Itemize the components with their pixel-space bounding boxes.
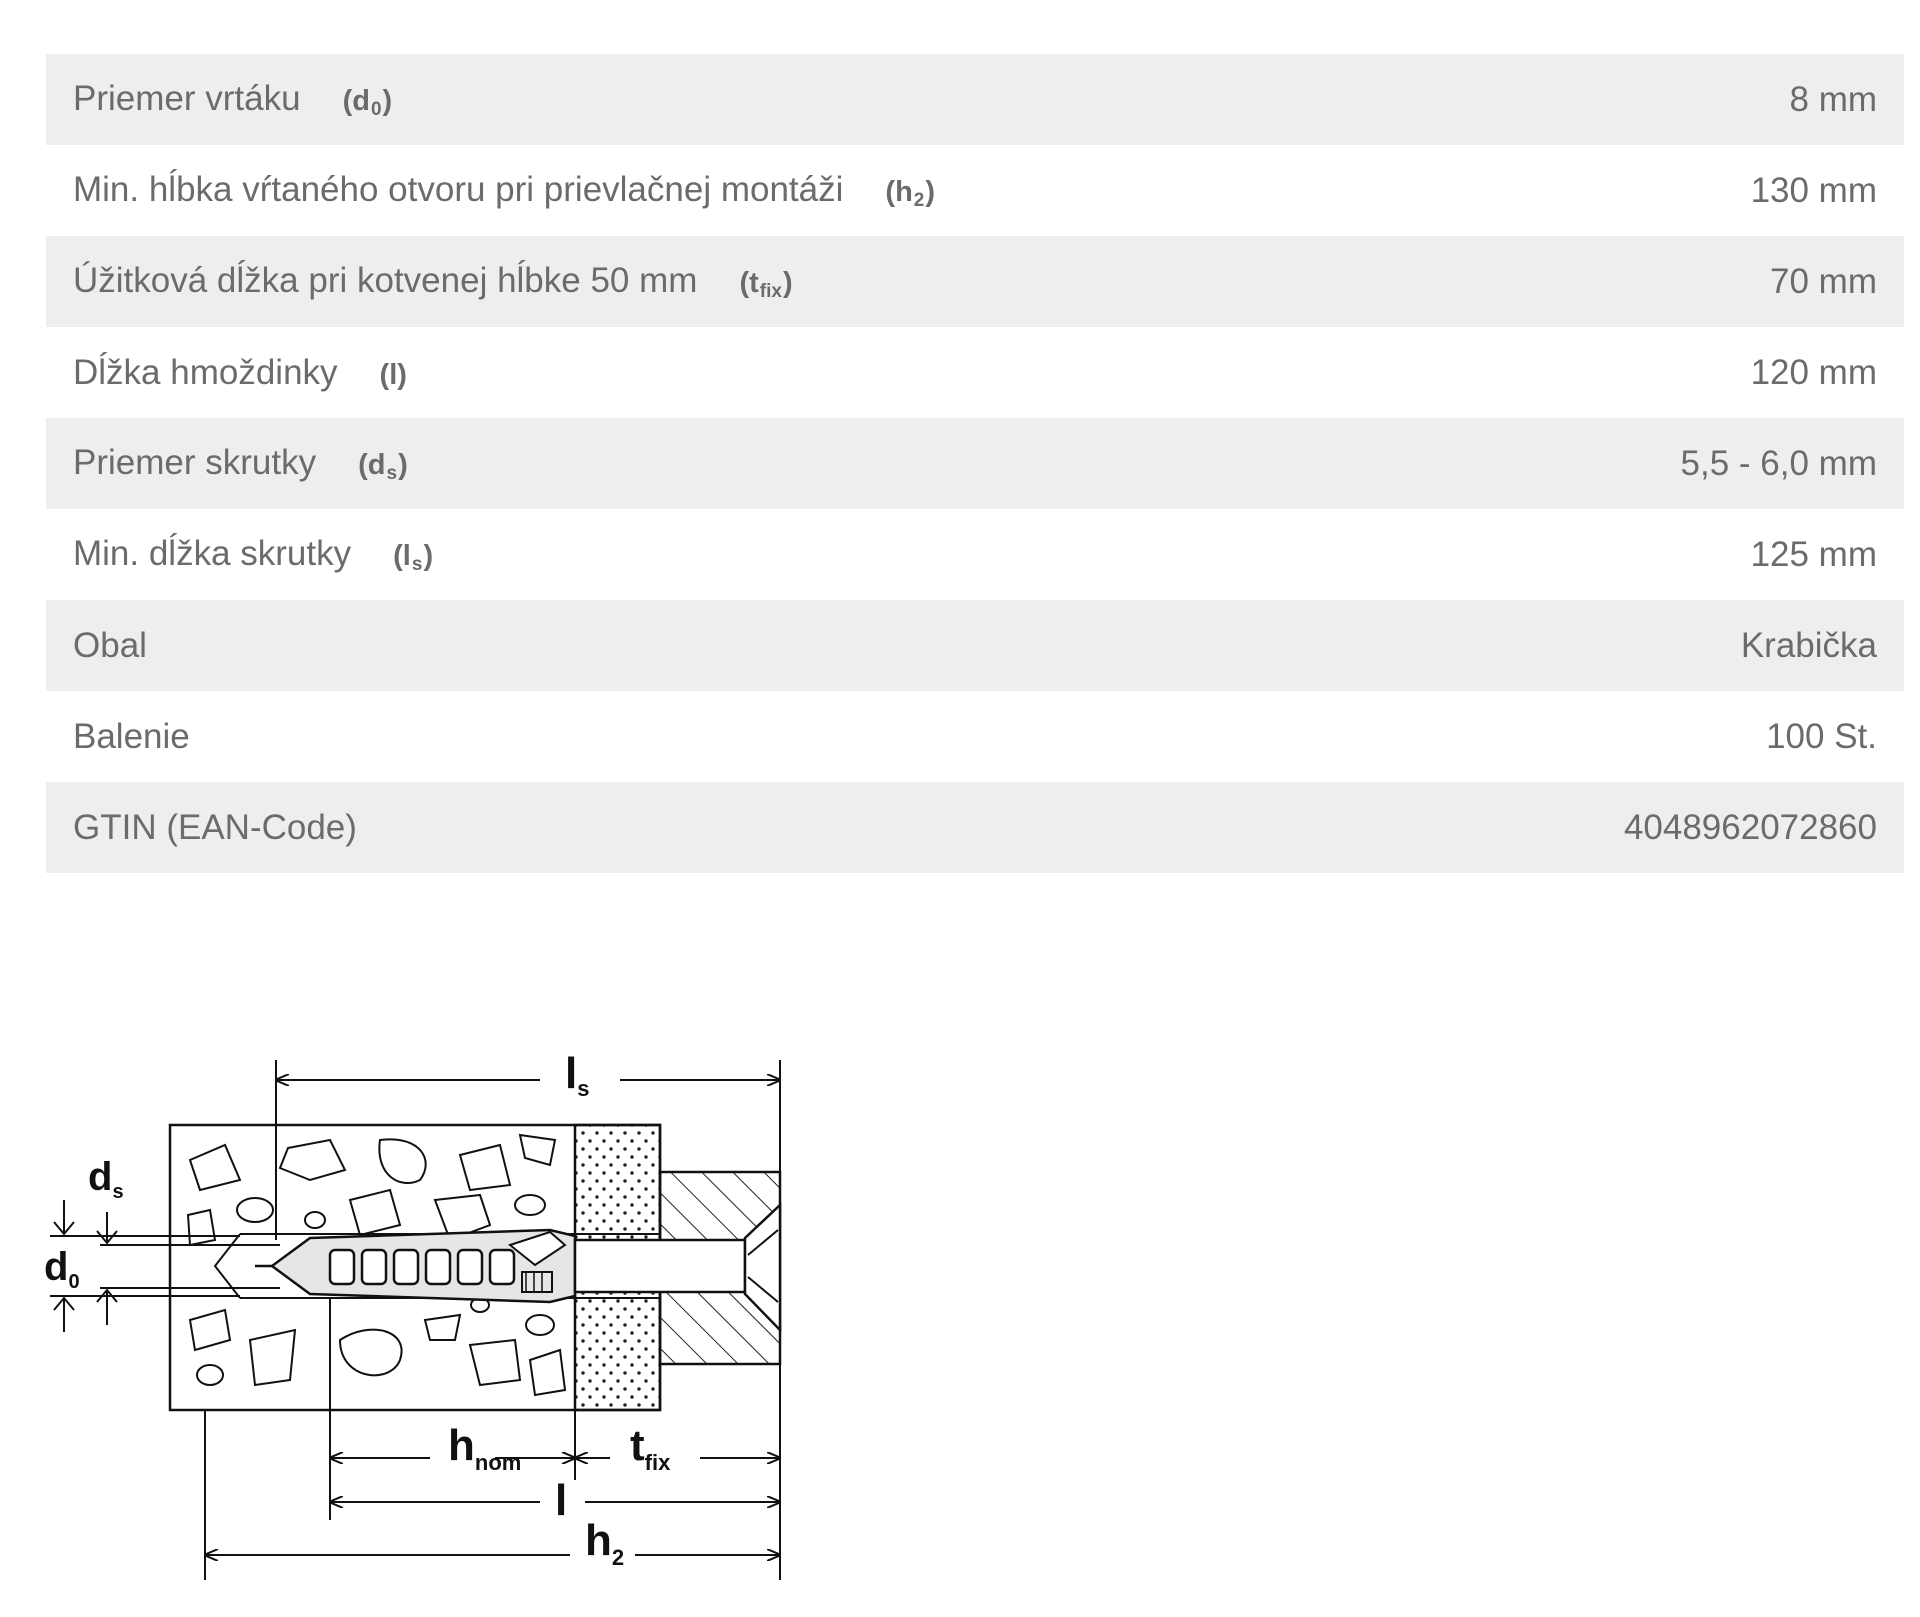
spec-value: 4048962072860 [1623, 807, 1877, 847]
spec-symbol: $(t_{fix})$ [739, 266, 793, 302]
spec-row-hole-depth [46, 145, 1904, 236]
h2-label: $h_2$ [585, 1516, 625, 1570]
spec-label: GTIN (EAN-Code) [73, 807, 357, 847]
spec-label: Úžitková dĺžka pri kotvenej hĺbke 50 mm [73, 260, 698, 300]
spec-row-plug-length [46, 327, 1904, 418]
ls-label: ls [565, 1049, 590, 1101]
spec-row-packaging [46, 600, 1904, 691]
spec-value: 5,5 - 6,0 mm [1680, 443, 1877, 483]
spec-label: Obal [73, 625, 147, 665]
spec-label: Min. dĺžka skrutky [73, 533, 352, 573]
spec-label: Balenie [73, 716, 190, 756]
spec-symbol: $(d_0)$ [342, 84, 393, 120]
spec-value: 120 mm [1750, 352, 1877, 392]
spec-label: Priemer vrtáku [73, 78, 301, 118]
spec-value: 130 mm [1750, 170, 1877, 210]
spec-value: 125 mm [1750, 534, 1877, 574]
spec-row-pack-size [46, 691, 1904, 782]
spec-value: Krabička [1740, 625, 1877, 665]
d0-label: $d_0$ [44, 1245, 80, 1293]
hnom-label: $h_{nom}$ [448, 1421, 522, 1475]
spec-symbol: $(h_2)$ [885, 175, 936, 211]
tfix-label: $t_{fix}$ [630, 1421, 671, 1475]
spec-symbol: $(l_s)$ [393, 539, 434, 575]
spec-row-gtin [46, 782, 1904, 873]
installation-diagram-svg [40, 1040, 870, 1590]
spec-value: 70 mm [1770, 261, 1877, 301]
spec-label: Dĺžka hmoždinky [73, 352, 338, 392]
spec-row-drill-diameter [46, 54, 1904, 145]
spec-row-screw-diameter [46, 418, 1904, 509]
spec-label: Priemer skrutky [73, 442, 317, 482]
spec-table [46, 54, 1904, 873]
plug [272, 1230, 575, 1302]
ds-label: $d_s$ [88, 1155, 124, 1203]
spec-value: 100 St. [1766, 716, 1877, 756]
spec-symbol: (l) [379, 358, 407, 391]
l-label: l [555, 1476, 568, 1525]
installation-diagram [40, 1040, 870, 1590]
spec-row-usable-length [46, 236, 1904, 327]
spec-symbol: $(d_s)$ [358, 448, 408, 484]
spec-label: Min. hĺbka vŕtaného otvoru pri prievlačnej montáži [73, 169, 844, 209]
spec-value: 8 mm [1789, 79, 1877, 119]
spec-row-screw-length [46, 509, 1904, 600]
